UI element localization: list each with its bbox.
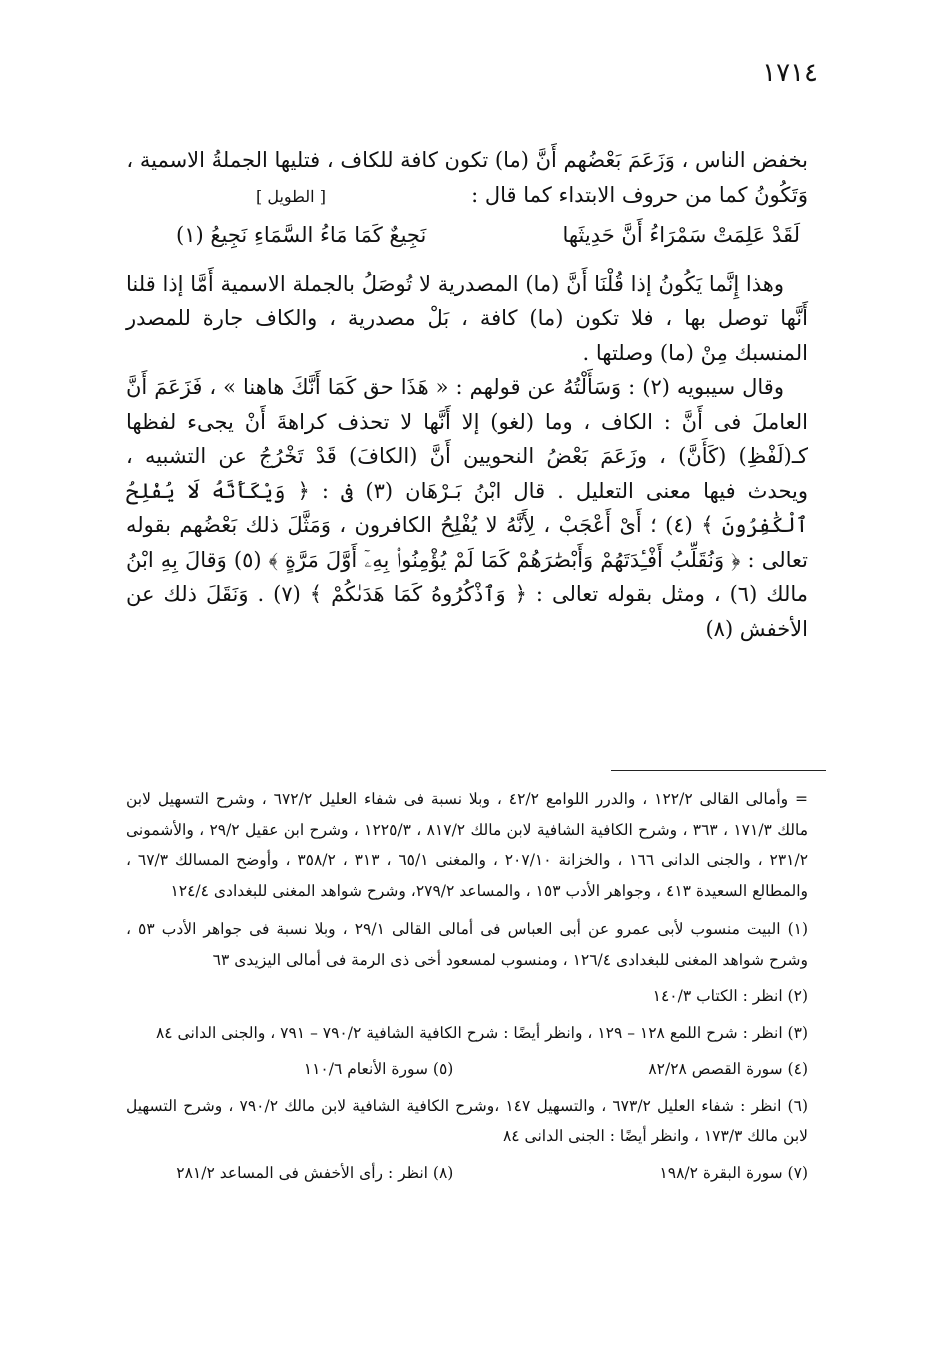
paragraph-2: وَتَكُونُ كما من حروف الابتداء كما قال :	[471, 182, 808, 207]
footnote-divider	[611, 770, 826, 771]
footnote-4: (٤) سورة القصص ٨٢/٢٨	[648, 1060, 808, 1078]
footnote-1: (١) البيت منسوب لأبى عمرو عن أبى العباس فى أمالى القالى ٢٩/١ ، وبلا نسبة فى جواهر الأدب ٥٣ ، وشرح شواهد المغنى للبغدادى ١٢٦/٤ ، ومنسوب لمسعود أخى ذى الرمة فى أمالى اليزيدى ٦٣	[126, 920, 809, 969]
footnotes	[126, 784, 808, 1194]
footnote-3: (٣) انظر : شرح اللمع ١٢٨ – ١٢٩ ، وانظر أيضًا : شرح الكافية الشافية ٧٩٠/٢ – ٧٩١ ، والجنى الدانى ٨٤	[155, 1023, 808, 1042]
paragraph-1: بخفض الناس ، وَزَعَمَ بَعْضُهم أَنَّ (ما) تكون كافة للكاف ، فتليها الجملةُ الاسمية ،	[126, 148, 808, 172]
poetry-verse	[176, 218, 800, 253]
paragraph-2-row	[126, 178, 808, 215]
paragraph-4: وقال سيبويه (٢) : وَسَأَلْتُهُ عن قولهم : « هَذَا حق كَمَا أَنَّكَ هاهنا » ، فَزَعَمَ أَنَّ العاملَ فى أَنَّ : الكاف ، وما (لغو) إلا أَنَّها لا تحذف كراهةَ أَنْ يجىء لفظها كـ(لَفْظِ) (كَأَنَّ) ، وزَعَمَ بَعْضُ النحويين أَنَّ (الكافَ) قَدْ تَخْرُجُ عن التشبيه ، ويحدث فيها معنى التعليل . قال ابْنُ بَـرْهَان (٣) فى : ﴿ وَيْكَأَنَّهُ لَا يُفْلِحُ ٱلْكَٰفِرُونَ ﴾ (٤) ؛ أَىْ أَعْجَبْ ، لِأَنَّهُ لا يُفْلِحُ الكافرون ، وَمَثَّلَ ذلك بَعْضُهم بقوله تعالى : ﴿ وَنُقَلِّبُ أَفْـِٔدَتَهُمْ وَأَبْصَٰرَهُمْ كَمَا لَمْ يُؤْمِنُوا۟ بِهِۦٓ أَوَّلَ مَرَّةٍ ﴾ (٥) وَقالَ بِهِ ابْنُ مالك (٦) ، ومثل بقوله تعالى : ﴿ وَٱذْكُرُوهُ كَمَا هَدَىٰكُمْ ﴾ (٧) . وَنَقَلَ ذلك عن الأخفش (٨)	[126, 375, 809, 641]
poetic-meter-label: [ الطويل ]	[256, 186, 326, 206]
footnotes-4-5	[126, 1054, 808, 1085]
footnote-continuation: = وأمالى القالى ١٢٢/٢ ، والدرر اللوامع ٤٢/٢ ، وبلا نسبة فى شفاء العليل ٦٧٢/٢ ، وشرح التسهيل لابن مالك ١٧١/٣ ، ٣٦٣ ، وشرح الكافية الشافية لابن مالك ٨١٧/٢ ، ١٢٢٥/٣ ، وشرح ابن عقيل ٢٩/٢ ، والأشمونى ٢٣١/٢ ، والجنى الدانى ١٦٦ ، والخزانة ٢٠٧/١٠ ، والمغنى ٦٥/١ ، ٣١٣ ، ٣٥٨/٢ ، وأوضح المسالك ٦٧/٣ ، والمطالع السعيدة ٤١٣ ، وجواهر الأدب ١٥٣ ، والمساعد ٢٧٩/٢، وشرح شواهد المغنى للبغدادى ١٢٤/٤	[126, 790, 809, 900]
footnote-6: (٦) انظر : شفاء العليل ٦٧٣/٢ ، والتسهيل ١٤٧ ،وشرح الكافية الشافية لابن مالك ٧٩٠/٢ ، وشرح التسهيل لابن مالك ١٧٣/٣ ، وانظر أيضًا : الجنى الدانى ٨٤	[126, 1096, 808, 1145]
verse-first-hemistich: لَقَدْ عَلِمَتْ سَمْرَاءُ أَنَّ حَدِيثَها	[562, 223, 800, 247]
footnote-8: (٨) انظر : رأى الأخفش فى المساعد ٢٨١/٢	[176, 1163, 454, 1182]
footnote-5: (٥) سورة الأنعام ١١٠/٦	[303, 1060, 454, 1078]
footnote-7: (٧) سورة البقرة ١٩٨/٢	[659, 1163, 808, 1182]
page-number: ١٧١٤	[762, 58, 818, 88]
footnote-2: (٢) انظر : الكتاب ١٤٠/٣	[652, 987, 808, 1005]
paragraph-3: وهذا إِنَّما يَكُونُ إذا قُلْنَا أَنَّ (ما) المصدرية لا تُوصَلُ بالجملة الاسمية أَمَّا إذا قلنا أَنَّها توصل بها ، فلا تكون (ما) كافة ، بَلْ مصدرية ، والكاف جارة للمصدر المنسبك مِنْ (ما) وصلتها .	[126, 271, 808, 365]
verse-second-hemistich: نَجِيعٌ كَمَا مَاءُ السَّمَاءِ نَجِيعُ (١)	[176, 223, 427, 247]
main-text	[126, 143, 808, 646]
footnotes-7-8	[126, 1158, 808, 1189]
